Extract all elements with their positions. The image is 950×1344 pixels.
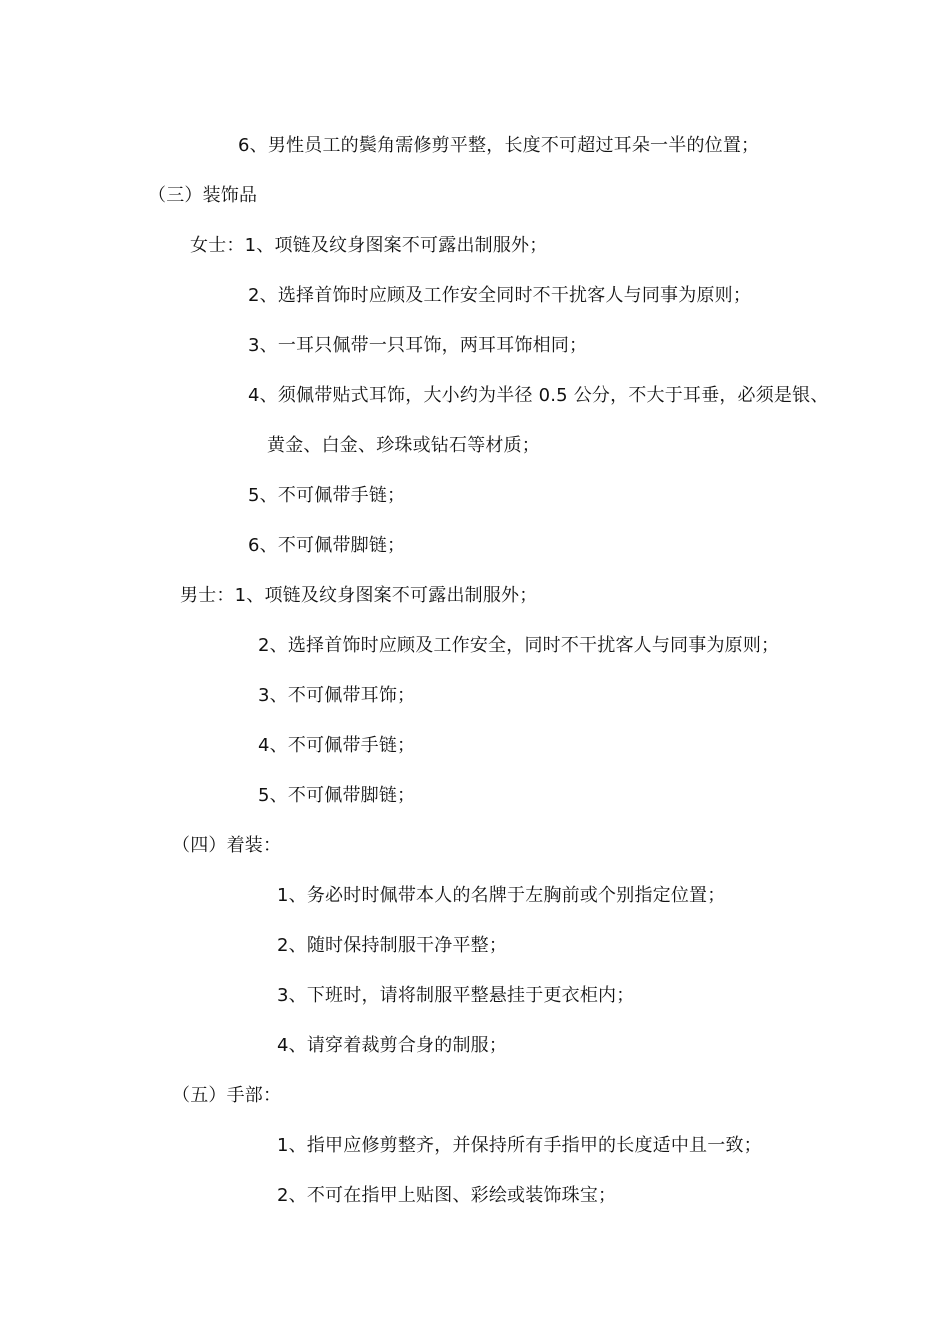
text-line: 6、不可佩带脚链；: [248, 535, 406, 556]
text-line: 5、不可佩带脚链；: [258, 785, 416, 806]
text-line: 5、不可佩带手链；: [248, 485, 406, 506]
text-line: 2、选择首饰时应顾及工作安全同时不干扰客人与同事为原则；: [248, 285, 752, 306]
text-line: 2、随时保持制服干净平整；: [277, 935, 508, 956]
section-heading: （三）装饰品: [148, 185, 258, 206]
text-line: 4、须佩带贴式耳饰，大小约为半径 0.5 公分，不大于耳垂，必须是银、: [248, 385, 829, 406]
text-line: 1、指甲应修剪整齐，并保持所有手指甲的长度适中且一致；: [277, 1135, 762, 1156]
text-line: 4、请穿着裁剪合身的制服；: [277, 1035, 508, 1056]
text-line: 2、选择首饰时应顾及工作安全，同时不干扰客人与同事为原则；: [258, 635, 780, 656]
text-line: 3、下班时，请将制服平整悬挂于更衣柜内；: [277, 985, 635, 1006]
text-line: 女士：1、项链及纹身图案不可露出制服外；: [190, 235, 548, 256]
text-line: 2、不可在指甲上贴图、彩绘或装饰珠宝；: [277, 1185, 617, 1206]
text-line: 黄金、白金、珍珠或钻石等材质；: [267, 435, 540, 456]
text-line: 6、男性员工的鬓角需修剪平整，长度不可超过耳朵一半的位置；: [238, 135, 760, 156]
section-heading: （四）着装：: [172, 835, 282, 856]
text-line: 4、不可佩带手链；: [258, 735, 416, 756]
text-line: 3、不可佩带耳饰；: [258, 685, 416, 706]
text-line: 3、一耳只佩带一只耳饰，两耳耳饰相同；: [248, 335, 588, 356]
section-heading: （五）手部：: [172, 1085, 282, 1106]
text-line: 男士：1、项链及纹身图案不可露出制服外；: [180, 585, 538, 606]
text-line: 1、务必时时佩带本人的名牌于左胸前或个别指定位置；: [277, 885, 726, 906]
